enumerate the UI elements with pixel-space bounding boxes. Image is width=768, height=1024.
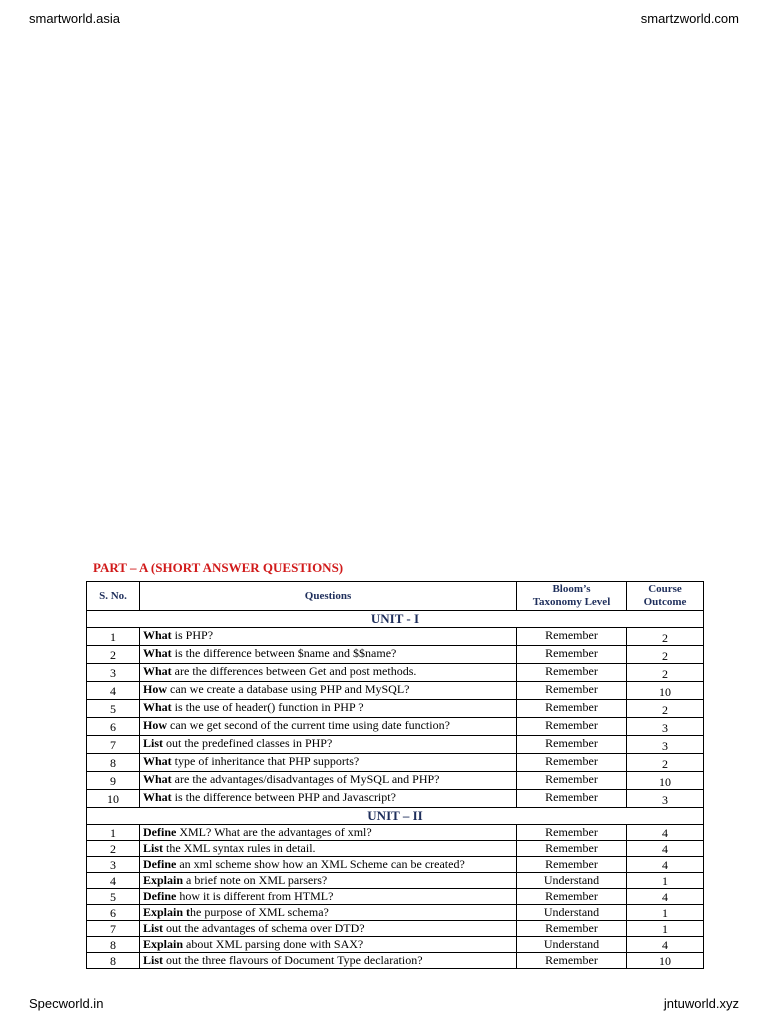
question-keyword: How (143, 718, 167, 732)
row-course-outcome: 10 (627, 953, 704, 969)
row-course-outcome: 3 (627, 736, 704, 754)
row-question (140, 841, 517, 857)
row-sno: 3 (87, 664, 140, 682)
question-text: can we create a database using PHP and MySQL? (167, 682, 410, 696)
row-sno: 8 (87, 953, 140, 969)
row-sno: 6 (87, 718, 140, 736)
col-header-blooms-line1: Bloom’s (552, 583, 591, 595)
row-course-outcome: 2 (627, 646, 704, 664)
question-text: is PHP? (171, 628, 214, 642)
row-sno: 5 (87, 889, 140, 905)
table-row (87, 628, 704, 646)
row-blooms-level: Remember (517, 718, 627, 736)
row-question (140, 937, 517, 953)
question-text: is the difference between PHP and Javascript? (171, 790, 396, 804)
table-row (87, 790, 704, 808)
row-blooms-level: Remember (517, 790, 627, 808)
row-course-outcome: 4 (627, 825, 704, 841)
table-row (87, 646, 704, 664)
question-text: type of inheritance that PHP supports? (171, 754, 360, 768)
col-header-course-line1: Course (648, 583, 682, 595)
col-header-blooms (517, 582, 627, 611)
row-sno: 2 (87, 841, 140, 857)
row-blooms-level: Remember (517, 682, 627, 700)
row-question (140, 700, 517, 718)
footer-left-site: Specworld.in (29, 996, 104, 1011)
row-blooms-level: Remember (517, 921, 627, 937)
table-row (87, 736, 704, 754)
question-keyword: Explain (143, 937, 184, 951)
question-text: how it is different from HTML? (176, 889, 334, 903)
question-keyword: What (143, 790, 172, 804)
question-text: an xml scheme show how an XML Scheme can be created? (176, 857, 465, 871)
question-keyword: What (143, 664, 172, 678)
question-text: are the differences between Get and post methods. (171, 664, 417, 678)
unit-2-body (87, 808, 704, 969)
question-keyword: Define (143, 825, 177, 839)
row-question (140, 754, 517, 772)
col-header-questions: Questions (140, 582, 517, 611)
row-question (140, 718, 517, 736)
row-blooms-level: Understand (517, 905, 627, 921)
row-question (140, 825, 517, 841)
table-row (87, 825, 704, 841)
part-title: PART – A (SHORT ANSWER QUESTIONS) (93, 560, 344, 575)
question-keyword: What (143, 646, 172, 660)
question-keyword: Define (143, 857, 177, 871)
row-question (140, 646, 517, 664)
row-question (140, 889, 517, 905)
row-question (140, 736, 517, 754)
row-course-outcome: 2 (627, 700, 704, 718)
row-course-outcome: 1 (627, 905, 704, 921)
col-header-blooms-line2: Taxonomy Level (532, 596, 611, 608)
question-text: out the advantages of schema over DTD? (163, 921, 365, 935)
question-keyword: List (143, 841, 164, 855)
row-question (140, 873, 517, 889)
row-blooms-level: Remember (517, 857, 627, 873)
footer-right-site: jntuworld.xyz (663, 996, 739, 1011)
row-blooms-level: Understand (517, 937, 627, 953)
question-keyword: Explain t (143, 905, 191, 919)
header-left-site: smartworld.asia (29, 11, 121, 26)
question-text: he purpose of XML schema? (190, 905, 329, 919)
row-course-outcome: 3 (627, 790, 704, 808)
row-blooms-level: Remember (517, 772, 627, 790)
row-question (140, 628, 517, 646)
table-row (87, 921, 704, 937)
question-keyword: List (143, 736, 164, 750)
row-blooms-level: Understand (517, 873, 627, 889)
row-course-outcome: 1 (627, 873, 704, 889)
question-text: is the difference between $name and $$name? (171, 646, 397, 660)
table-row (87, 718, 704, 736)
table-row (87, 857, 704, 873)
table-row (87, 953, 704, 969)
question-text: out the predefined classes in PHP? (163, 736, 333, 750)
row-blooms-level: Remember (517, 841, 627, 857)
row-sno: 3 (87, 857, 140, 873)
row-blooms-level: Remember (517, 646, 627, 664)
question-text: out the three flavours of Document Type declaration? (163, 953, 423, 967)
table-row (87, 772, 704, 790)
row-blooms-level: Remember (517, 628, 627, 646)
table-row (87, 937, 704, 953)
question-keyword: What (143, 772, 172, 786)
row-sno: 4 (87, 873, 140, 889)
question-text: a brief note on XML parsers? (183, 873, 328, 887)
row-blooms-level: Remember (517, 700, 627, 718)
question-keyword: What (143, 754, 172, 768)
table-row (87, 664, 704, 682)
question-text: the XML syntax rules in detail. (163, 841, 316, 855)
row-question (140, 790, 517, 808)
row-course-outcome: 3 (627, 718, 704, 736)
row-sno: 2 (87, 646, 140, 664)
row-question (140, 857, 517, 873)
question-text: about XML parsing done with SAX? (183, 937, 364, 951)
row-course-outcome: 2 (627, 754, 704, 772)
questions-table (86, 581, 704, 969)
unit-1-body (87, 611, 704, 808)
row-blooms-level: Remember (517, 889, 627, 905)
row-sno: 5 (87, 700, 140, 718)
table-row (87, 754, 704, 772)
row-sno: 7 (87, 736, 140, 754)
row-sno: 8 (87, 754, 140, 772)
row-sno: 9 (87, 772, 140, 790)
table-row (87, 905, 704, 921)
col-header-course-outcome (627, 582, 704, 611)
row-blooms-level: Remember (517, 953, 627, 969)
row-question (140, 953, 517, 969)
header-right-site: smartzworld.com (640, 11, 739, 26)
row-sno: 1 (87, 825, 140, 841)
row-blooms-level: Remember (517, 736, 627, 754)
row-course-outcome: 10 (627, 682, 704, 700)
row-blooms-level: Remember (517, 754, 627, 772)
row-sno: 6 (87, 905, 140, 921)
row-course-outcome: 2 (627, 628, 704, 646)
col-header-course-line2: Outcome (643, 596, 687, 608)
question-text: XML? What are the advantages of xml? (176, 825, 372, 839)
row-question (140, 682, 517, 700)
question-text: can we get second of the current time using date function? (167, 718, 450, 732)
question-keyword: List (143, 921, 164, 935)
question-text: are the advantages/disadvantages of MySQL and PHP? (171, 772, 440, 786)
question-keyword: Explain (143, 873, 184, 887)
row-blooms-level: Remember (517, 825, 627, 841)
row-course-outcome: 10 (627, 772, 704, 790)
row-course-outcome: 2 (627, 664, 704, 682)
table-row (87, 873, 704, 889)
row-sno: 10 (87, 790, 140, 808)
row-sno: 1 (87, 628, 140, 646)
row-course-outcome: 4 (627, 841, 704, 857)
row-course-outcome: 1 (627, 921, 704, 937)
row-question (140, 905, 517, 921)
question-keyword: How (143, 682, 167, 696)
question-keyword: Define (143, 889, 177, 903)
table-row (87, 841, 704, 857)
row-course-outcome: 4 (627, 937, 704, 953)
row-course-outcome: 4 (627, 857, 704, 873)
table-row (87, 889, 704, 905)
question-keyword: What (143, 700, 172, 714)
row-question (140, 921, 517, 937)
row-blooms-level: Remember (517, 664, 627, 682)
row-question (140, 772, 517, 790)
row-sno: 8 (87, 937, 140, 953)
row-sno: 4 (87, 682, 140, 700)
row-question (140, 664, 517, 682)
question-keyword: List (143, 953, 164, 967)
table-row (87, 682, 704, 700)
row-course-outcome: 4 (627, 889, 704, 905)
col-header-sno: S. No. (87, 582, 140, 611)
table-row (87, 700, 704, 718)
unit-heading: UNIT – II (87, 808, 704, 825)
unit-heading: UNIT - I (87, 611, 704, 628)
row-sno: 7 (87, 921, 140, 937)
question-text: is the use of header() function in PHP ? (171, 700, 364, 714)
question-keyword: What (143, 628, 172, 642)
